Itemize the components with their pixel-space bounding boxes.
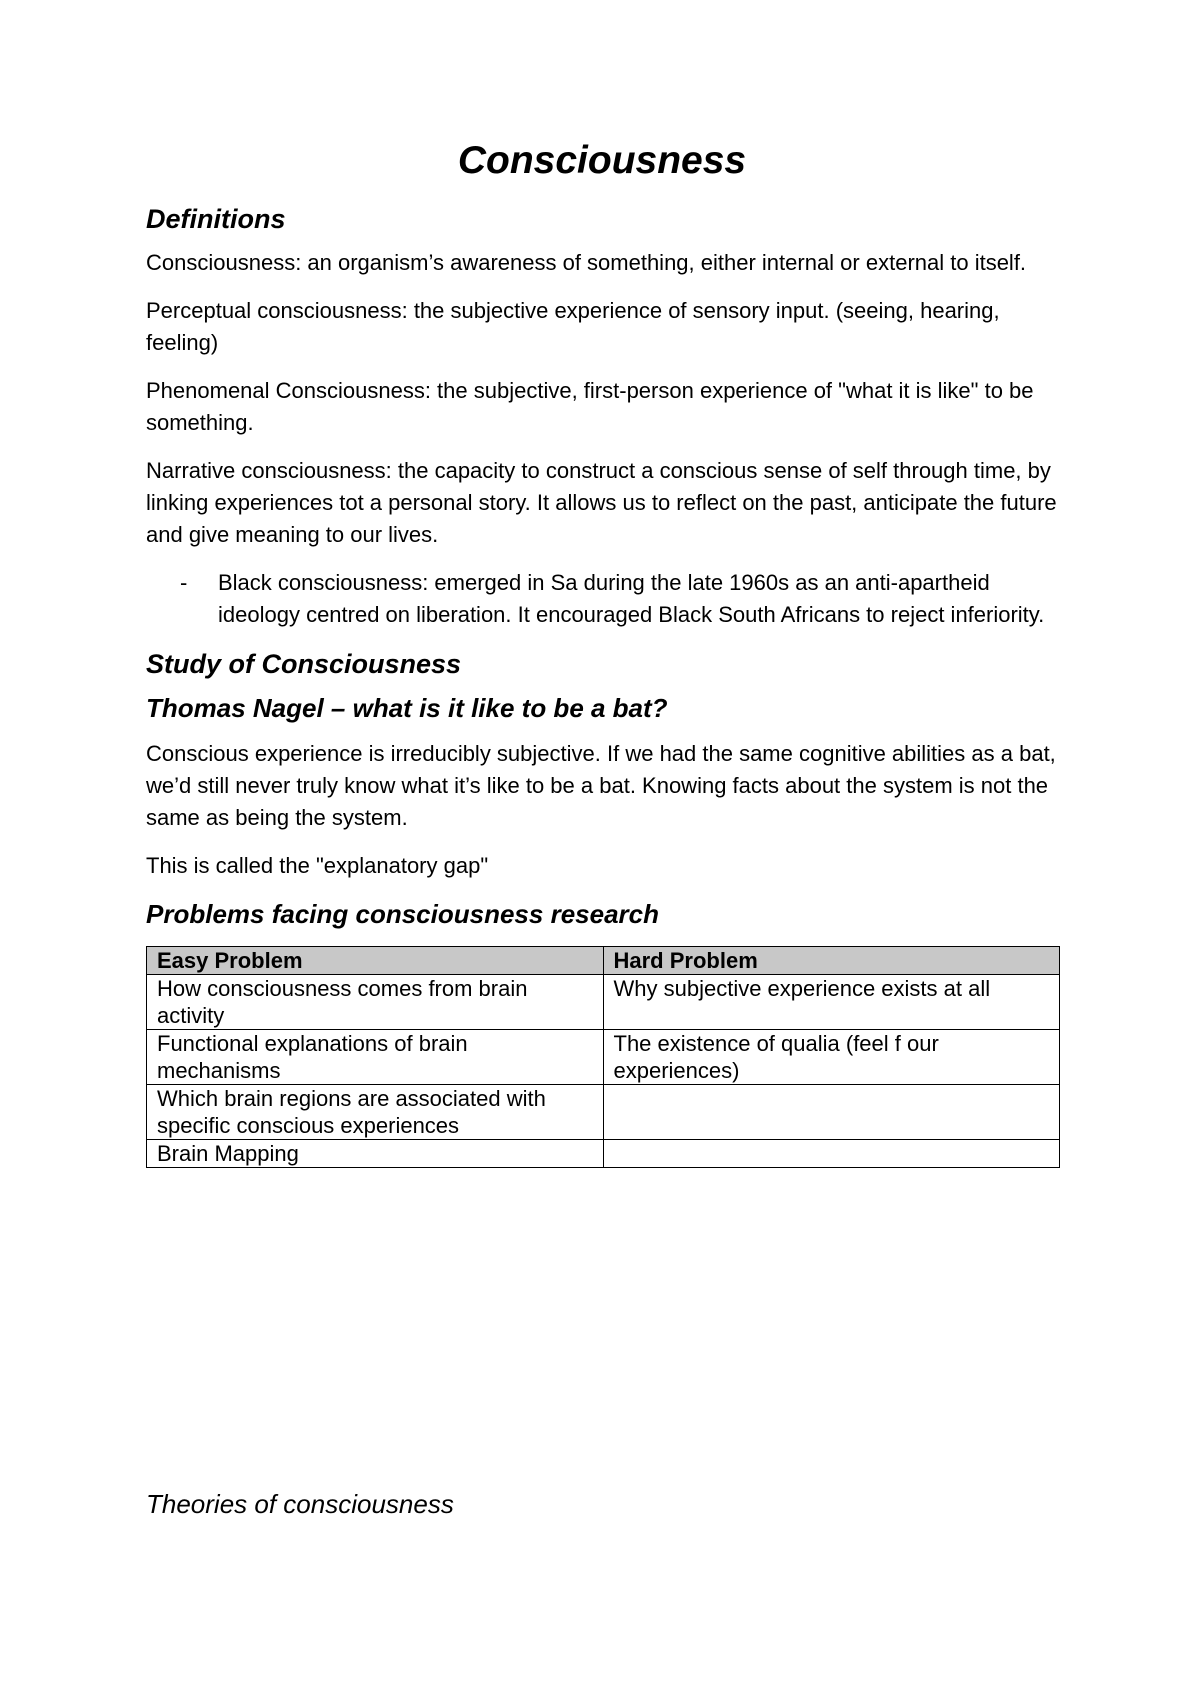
table-cell: The existence of qualia (feel f our experiences) <box>603 1029 1060 1084</box>
study-heading: Study of Consciousness <box>146 648 462 679</box>
table-row <box>147 1139 1060 1167</box>
problems-heading: Problems facing consciousness research <box>146 898 659 929</box>
problems-table <box>146 946 1060 1168</box>
table-header-row <box>147 946 1060 974</box>
definitions-bullet-list <box>146 567 1058 631</box>
bullet-dash: - <box>180 569 188 595</box>
nagel-paragraph: Conscious experience is irreducibly subjective. If we had the same cognitive abilities as a bat, we’d still never truly know what it’s like to be a bat. Knowing facts about the system is not the same as being the system. <box>146 740 1056 830</box>
column-header-easy: Easy Problem <box>147 946 604 974</box>
definition-perceptual: Perceptual consciousness: the subjective experience of sensory input. (seeing, hearing, feeling) <box>146 297 1000 355</box>
column-header-hard: Hard Problem <box>603 946 1060 974</box>
table-row <box>147 1084 1060 1139</box>
table-cell <box>603 1084 1060 1139</box>
definitions-heading: Definitions <box>146 203 286 234</box>
nagel-heading: Thomas Nagel – what is it like to be a bat? <box>146 692 668 723</box>
table-cell: Which brain regions are associated with specific conscious experiences <box>147 1084 604 1139</box>
definition-phenomenal: Phenomenal Consciousness: the subjective, first-person experience of "what it is like" to be something. <box>146 377 1034 435</box>
list-item <box>146 567 1058 631</box>
explanatory-gap-paragraph: This is called the "explanatory gap" <box>146 852 489 878</box>
bullet-text-black-consciousness: Black consciousness: emerged in Sa during the late 1960s as an anti-apartheid ideology centred on liberation. It encouraged Black South Africans to reject inferiority. <box>218 569 1045 627</box>
definition-consciousness: Consciousness: an organism’s awareness of something, either internal or external to itself. <box>146 249 1027 275</box>
page-title: Consciousness <box>457 139 747 182</box>
table-cell: Brain Mapping <box>147 1139 604 1167</box>
table-cell: How consciousness comes from brain activity <box>147 974 604 1029</box>
definition-narrative: Narrative consciousness: the capacity to construct a conscious sense of self through time, by linking experiences tot a personal story. It allows us to reflect on the past, anticipate the future and give meaning to our lives. <box>146 457 1057 547</box>
theories-heading: Theories of consciousness <box>146 1489 454 1519</box>
table-cell: Why subjective experience exists at all <box>603 974 1060 1029</box>
table-cell <box>603 1139 1060 1167</box>
table-row <box>147 974 1060 1029</box>
table-row <box>147 1029 1060 1084</box>
table-cell: Functional explanations of brain mechanisms <box>147 1029 604 1084</box>
